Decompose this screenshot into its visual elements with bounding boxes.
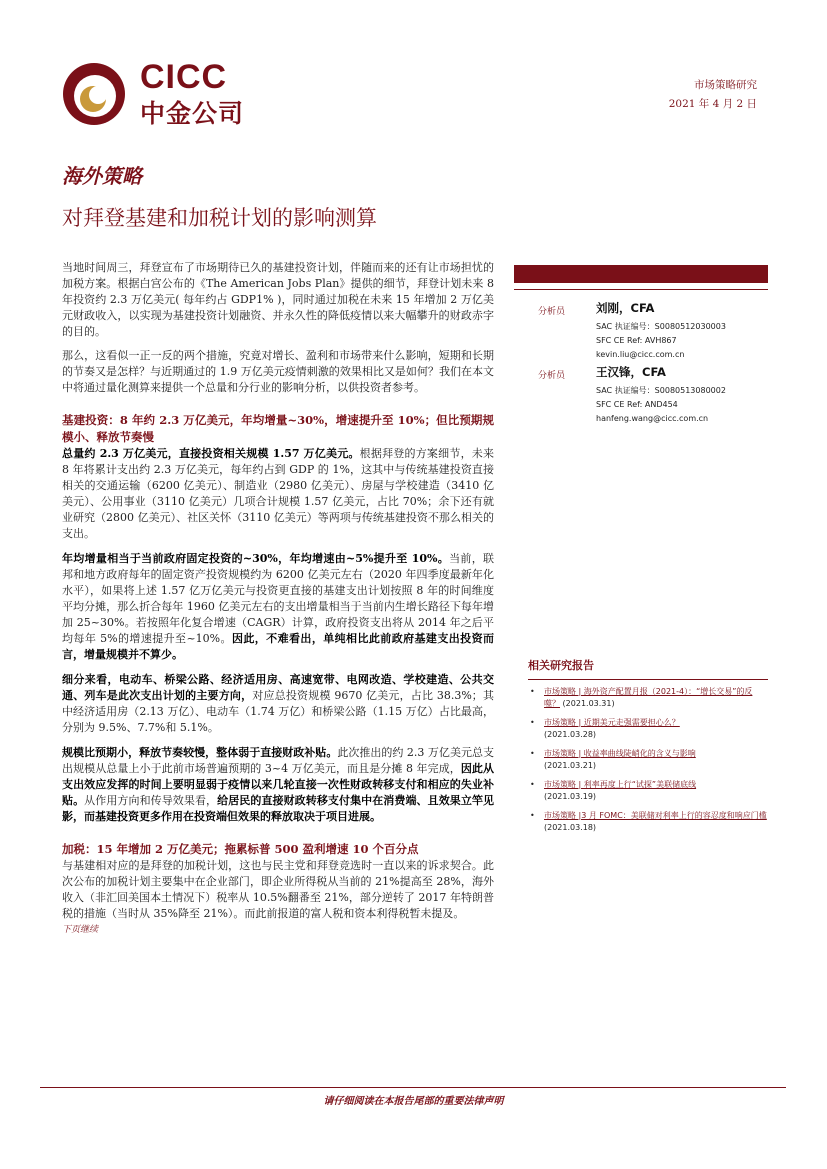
analyst-card: 分析员 刘刚，CFA SAC 执证编号：S0080512030003 SFC CE Ref: AVH867 kevin.liu@cicc.com.cn (514, 300, 768, 364)
analyst-sac: SAC 执证编号：S0080512030003 (596, 322, 726, 331)
paragraph-tax: 与基建相对应的是拜登的加税计划，这也与民主党和拜登竞选时一直以来的诉求契合。此次公布的加税计划主要集中在企业部门，即企业所得税从当前的 21%提高至 28%，海外收入（非汇回美国本土情况下）税率从 10.5%翻番至 21%，部分逆转了 2017 年特朗普税的措施（当时从 35%降至 21%）。而此前报道的富人税和资本利得税暂未提及。 (62, 859, 494, 920)
analyst-email[interactable]: kevin.liu@cicc.com.cn (596, 350, 685, 359)
sidebar-header-bar (514, 265, 768, 283)
analyst-panel (514, 265, 768, 428)
paragraph-intro: 当地时间周三，拜登宣布了市场期待已久的基建投资计划，伴随而来的还有让市场担忧的加税方案。根据白宫公布的《The American Jobs Plan》提供的细节，拜登计划未来 8 年投资约 2.3 万亿美元( 每年约占 GDP1% )，同时通过加税在未来 15 年增加 2 万亿美元财政收入，以实现为基建投资计划融资、并永久性的降低疫情以来大幅攀升的财政赤字的目的。 (62, 261, 494, 338)
paragraph-pace: 规模比预期小，释放节奏较慢，整体弱于直接财政补贴。此次推出的约 2.3 万亿美元总支出规模从总量上小于此前市场普遍预期的 3~4 万亿美元，而且是分摊 8 年完成，因此从支出效应发挥的时间上要明显弱于疫情以来几轮直接一次性财政转移支付和相应的失业补贴。从作用方向和传导效果看，给居民的直接财政转移支付集中在消费端、且效果立竿见影，而基建投资更多作用在投资端但效果的释放取决于项目进展。 (62, 746, 495, 823)
research-item[interactable]: • 市场策略 | 利率再度上行“试探”美联储底线 (2021.03.19) (530, 780, 697, 801)
analyst-sac: SAC 执证编号：S0080513080002 (596, 386, 726, 395)
paragraph-annual-increase: 年均增量相当于当前政府固定投资的~30%，年均增速由~5%提升至 10%。当前，联邦和地方政府每年的固定资产投资规模约为 6200 亿美元左右（2020 年四季度最新年化水平），如果将上述 1.57 亿万亿美元与投资更直接的基建支出计划按照 8 年的时间维度平均分摊，那么折合每年 1960 亿美元左右的支出增量相当于当前内生增长路径下每年增加 25~30%。若按照年化复合增速（CAGR）计算，政府投资支出将从 2014 年之后平均每年 5%的增速提升至~10%。因此，不难看出，单纯相比此前政府基建支出投资而言，增量规模并不算少。 (62, 552, 494, 661)
paragraph-question: 那么，这看似一正一反的两个措施，究竟对增长、盈利和市场带来什么影响，短期和长期的节奏又是怎样？与近期通过的 1.9 万亿美元疫情刺激的效果相比又是如何？我们在本文中将通过量化测算来提供一个总量和分行业的影响分析，以供投资者参考。 (62, 349, 494, 394)
related-research-divider (528, 679, 768, 680)
heading-infrastructure: 基建投资：8 年约 2.3 万亿美元，年均增量~30%，增速提升至 10%；但比预期规模小、释放节奏慢 (62, 413, 494, 444)
section-title: 海外策略 (62, 164, 142, 188)
cicc-logo (62, 58, 262, 128)
analyst-name: 王汉锋，CFA (596, 365, 666, 379)
heading-tax: 加税：15 年增加 2 万亿美元；拖累标普 500 盈利增速 10 个百分点 (62, 842, 419, 856)
bullet-icon: • (530, 687, 535, 696)
cicc-emblem-icon (62, 62, 126, 126)
research-item[interactable]: • 市场策略 | 海外资产配置月报（2021-4）：“增长交易”的反噬？ (2021.03.31) (530, 687, 753, 708)
related-research-title: 相关研究报告 (528, 659, 594, 672)
bullet-icon: • (530, 718, 535, 727)
analyst-sfc: SFC CE Ref: AVH867 (596, 336, 677, 345)
report-title: 对拜登基建和加税计划的影响测算 (62, 206, 377, 230)
report-date: 2021 年 4 月 2 日 (668, 98, 757, 110)
bullet-icon: • (530, 811, 535, 820)
research-item[interactable]: • 市场策略 | 近期美元走强需要担心么？ (2021.03.28) (530, 718, 680, 739)
main-content (62, 260, 494, 938)
paragraph-total: 总量约 2.3 万亿美元，直接投资相关规模 1.57 万亿美元。根据拜登的方案细节，未来 8 年将累计支出约 2.3 万亿美元，每年约占到 GDP 的 1%，这其中与传统基建投资直接相关的交通运输（6200 亿美元）、制造业（2980 亿美元）、房屋与学校建造（3410 亿美元）、公用事业（3110 亿美元）几项合计规模 1.57 亿美元，占比 70%；余下还有就业研究（2800 亿美元）、社区关怀（3110 亿美元）等两项与传统基建投资不那么相关的支出。 (62, 447, 495, 540)
legal-disclaimer-notice: 请仔细阅读在本报告尾部的重要法律声明 (323, 1096, 504, 1107)
bullet-icon: • (530, 749, 535, 758)
paragraph-breakdown: 细分来看，电动车、桥梁公路、经济适用房、高速宽带、电网改造、学校建造、公共交通、列车是此次支出计划的主要方向，对应总投资规模 9670 亿美元，占比 38.3%；其中经济适用房（2.13 万亿）、电动车（1.74 万亿）和桥梁公路（1.15 万亿）占比最高，分别为 9.5%、7.7%和 5.1%。 (62, 673, 494, 734)
bullet-icon: • (530, 780, 535, 789)
analyst-email[interactable]: hanfeng.wang@cicc.com.cn (596, 414, 709, 423)
analyst-sfc: SFC CE Ref: AND454 (596, 400, 678, 409)
analyst-card: 分析员 王汉锋，CFA SAC 执证编号：S0080513080002 SFC CE Ref: AND454 hanfeng.wang@cicc.com.cn (514, 364, 768, 428)
report-meta (669, 76, 757, 114)
related-research (528, 657, 768, 841)
logo-text-cn: 中金公司 (140, 99, 245, 128)
research-item[interactable]: • 市场策略 |3 月 FOMC：美联储对利率上行的容忍度和响应门槛 (2021.03.18) (530, 811, 767, 832)
continued-note: 下页继续 (62, 925, 99, 935)
analyst-name: 刘刚，CFA (596, 301, 655, 315)
logo-text-en: CICC (140, 58, 228, 96)
sidebar-divider (514, 289, 768, 290)
research-item[interactable]: • 市场策略 | 收益率曲线陡峭化的含义与影响 (2021.03.21) (530, 749, 696, 770)
footer-divider (40, 1087, 786, 1088)
report-category: 市场策略研究 (694, 79, 757, 91)
